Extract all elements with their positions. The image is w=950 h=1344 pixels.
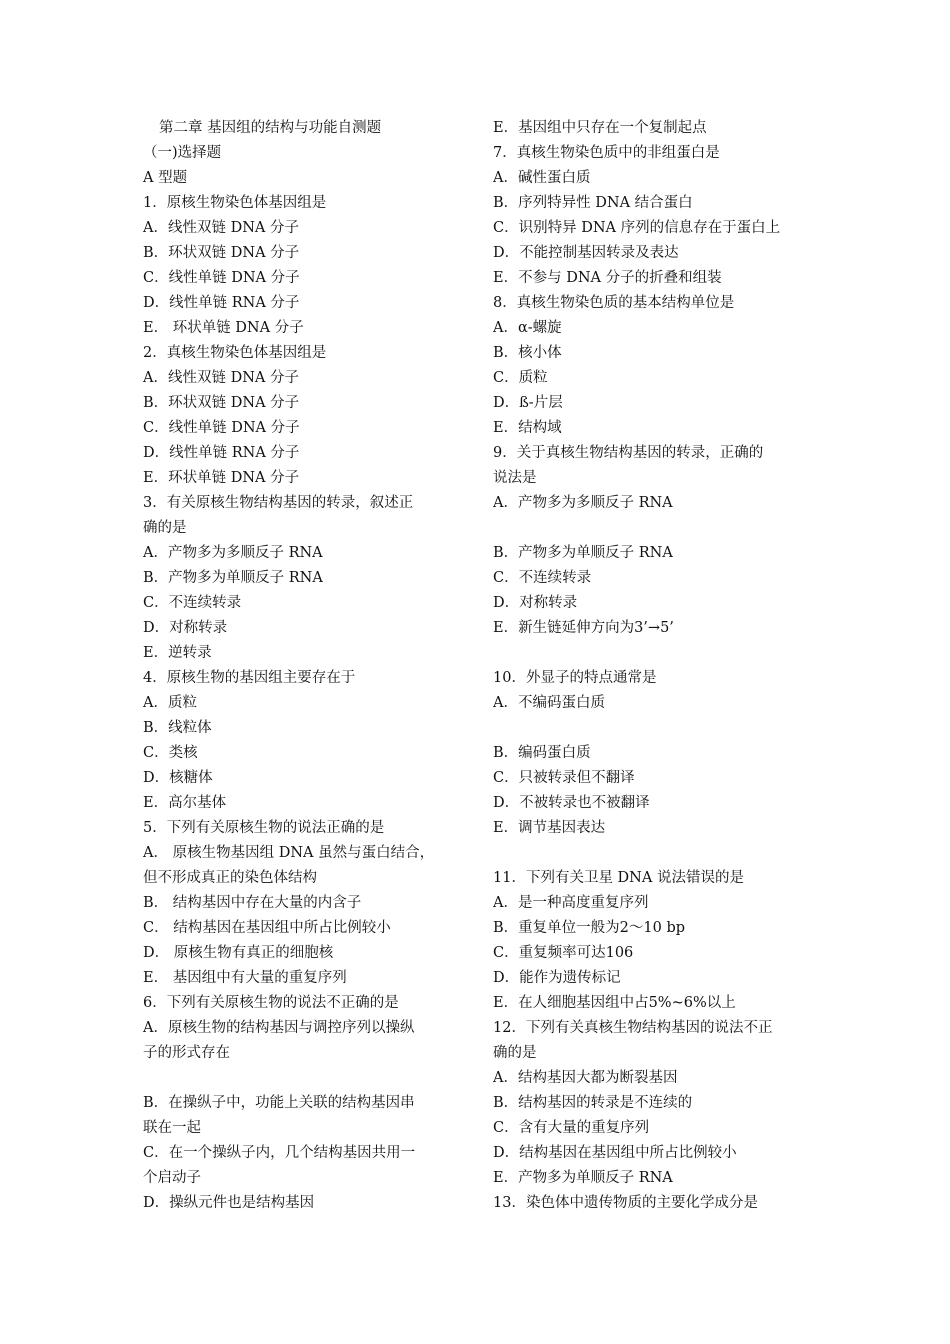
right-column-line: B．产物多为单顺反子 RNA	[493, 545, 673, 561]
left-column-line: B．线粒体	[143, 720, 212, 736]
right-column-line: 7．真核生物染色质中的非组蛋白是	[493, 145, 720, 161]
right-column-line: 9．关于真核生物结构基因的转录，正确的	[493, 445, 764, 461]
right-column-line: 确的是	[493, 1045, 537, 1061]
right-column-line: C．质粒	[493, 370, 548, 386]
right-column-line	[493, 516, 825, 541]
left-text-column	[143, 116, 475, 1216]
left-column-line: A 型题	[143, 170, 188, 186]
left-column-line: B．环状双链 DNA 分子	[143, 395, 300, 411]
right-column-line: A．是一种高度重复序列	[493, 895, 649, 911]
right-column-line: 12．下列有关真核生物结构基因的说法不正	[493, 1020, 773, 1036]
right-column-line: E．结构域	[493, 420, 562, 436]
left-column-line: （一)选择题	[143, 145, 222, 161]
left-column-line: B．产物多为单顺反子 RNA	[143, 570, 323, 586]
left-column-line: 6．下列有关原核生物的说法不正确的是	[143, 995, 399, 1011]
left-column-line: C．在一个操纵子内，几个结构基因共用一	[143, 1145, 416, 1161]
right-column-line: A．不编码蛋白质	[493, 695, 605, 711]
left-column-line: A．线性双链 DNA 分子	[143, 220, 299, 236]
right-column-line	[493, 841, 825, 866]
left-column-line: A．质粒	[143, 695, 197, 711]
left-column-line: D．线性单链 RNA 分子	[143, 445, 300, 461]
left-column-line: 联在一起	[143, 1120, 201, 1136]
right-column-line: D．能作为遗传标记	[493, 970, 621, 986]
right-column-line	[493, 641, 825, 666]
left-column-line: 确的是	[143, 520, 187, 536]
right-column-line: C．重复频率可达106	[493, 945, 634, 961]
left-column-line: 个启动子	[143, 1170, 201, 1186]
right-column-line: 13．染色体中遗传物质的主要化学成分是	[493, 1195, 758, 1211]
left-column-line: A． 原核生物基因组 DNA 虽然与蛋白结合，	[143, 845, 435, 861]
right-column-line: D．不被转录也不被翻译	[493, 795, 650, 811]
right-column-line: E．产物多为单顺反子 RNA	[493, 1170, 673, 1186]
left-column-line: 2．真核生物染色体基因组是	[143, 345, 327, 361]
left-column-line: C．不连续转录	[143, 595, 242, 611]
left-column-line: 但不形成真正的染色体结构	[143, 870, 317, 886]
chapter-title: 第二章 基因组的结构与功能自测题	[159, 120, 382, 136]
right-column-line: E．不参与 DNA 分子的折叠和组装	[493, 270, 722, 286]
left-column-line: E． 基因组中有大量的重复序列	[143, 970, 347, 986]
right-column-line: E．基因组中只存在一个复制起点	[493, 120, 707, 136]
left-column-line: 4．原核生物的基因组主要存在于	[143, 670, 356, 686]
right-column-line	[493, 716, 825, 741]
right-column-line: D．不能控制基因转录及表达	[493, 245, 679, 261]
left-column-line: E． 环状单链 DNA 分子	[143, 320, 304, 336]
left-column-line: C． 结构基因在基因组中所占比例较小	[143, 920, 391, 936]
right-column-line: C．只被转录但不翻译	[493, 770, 635, 786]
left-column-line: A．原核生物的结构基因与调控序列以操纵	[143, 1020, 415, 1036]
left-column-line: D．核糖体	[143, 770, 213, 786]
right-column-line: D．ß-片层	[493, 395, 563, 411]
left-column-line	[143, 1066, 475, 1091]
left-column-line: B． 结构基因中存在大量的内含子	[143, 895, 362, 911]
left-column-line: D．操纵元件也是结构基因	[143, 1195, 315, 1211]
left-column-line: B．环状双链 DNA 分子	[143, 245, 300, 261]
right-column-line: A．产物多为多顺反子 RNA	[493, 495, 673, 511]
left-column-line: E．高尔基体	[143, 795, 227, 811]
right-column-line: B．编码蛋白质	[493, 745, 591, 761]
right-column-line: E．在人细胞基因组中占5%~6%以上	[493, 995, 736, 1011]
left-column-line: C．线性单链 DNA 分子	[143, 270, 300, 286]
right-column-line: 11．下列有关卫星 DNA 说法错误的是	[493, 870, 744, 886]
left-column-line: E．环状单链 DNA 分子	[143, 470, 300, 486]
right-column-line: C．含有大量的重复序列	[493, 1120, 650, 1136]
right-text-column	[493, 116, 825, 1216]
left-column-line: D．对称转录	[143, 620, 228, 636]
left-column-line: 1．原核生物染色体基因组是	[143, 195, 327, 211]
right-column-line: B．重复单位一般为2～10 bp	[493, 920, 686, 936]
left-column-line: 5．下列有关原核生物的说法正确的是	[143, 820, 385, 836]
right-column-line: E．新生链延伸方向为3’→5’	[493, 620, 674, 636]
left-column-line: C．线性单链 DNA 分子	[143, 420, 300, 436]
right-column-line: 10．外显子的特点通常是	[493, 670, 657, 686]
left-column-line: C．类核	[143, 745, 198, 761]
right-column-line: A．碱性蛋白质	[493, 170, 591, 186]
left-column-line: B．在操纵子中，功能上关联的结构基因串	[143, 1095, 415, 1111]
right-column-line: C．识别特异 DNA 序列的信息存在于蛋白上	[493, 220, 781, 236]
right-column-line: A．α-螺旋	[493, 320, 562, 336]
left-column-line: A．线性双链 DNA 分子	[143, 370, 299, 386]
left-column-line: E．逆转录	[143, 645, 212, 661]
right-column-line: 说法是	[493, 470, 537, 486]
right-column-line: D．对称转录	[493, 595, 578, 611]
left-column-line: 子的形式存在	[143, 1045, 230, 1061]
right-column-line: D．结构基因在基因组中所占比例较小	[493, 1145, 737, 1161]
right-column-line: B．结构基因的转录是不连续的	[493, 1095, 693, 1111]
left-column-line: 3．有关原核生物结构基因的转录，叙述正	[143, 495, 414, 511]
left-column-line: D． 原核生物有真正的细胞核	[143, 945, 334, 961]
right-column-line: 8．真核生物染色质的基本结构单位是	[493, 295, 735, 311]
left-column-line: D．线性单链 RNA 分子	[143, 295, 300, 311]
right-column-line: C．不连续转录	[493, 570, 592, 586]
right-column-line: B．序列特异性 DNA 结合蛋白	[493, 195, 693, 211]
right-column-line: B．核小体	[493, 345, 562, 361]
right-column-line: E．调节基因表达	[493, 820, 606, 836]
right-column-line: A．结构基因大都为断裂基因	[493, 1070, 678, 1086]
left-column-line: A．产物多为多顺反子 RNA	[143, 545, 323, 561]
